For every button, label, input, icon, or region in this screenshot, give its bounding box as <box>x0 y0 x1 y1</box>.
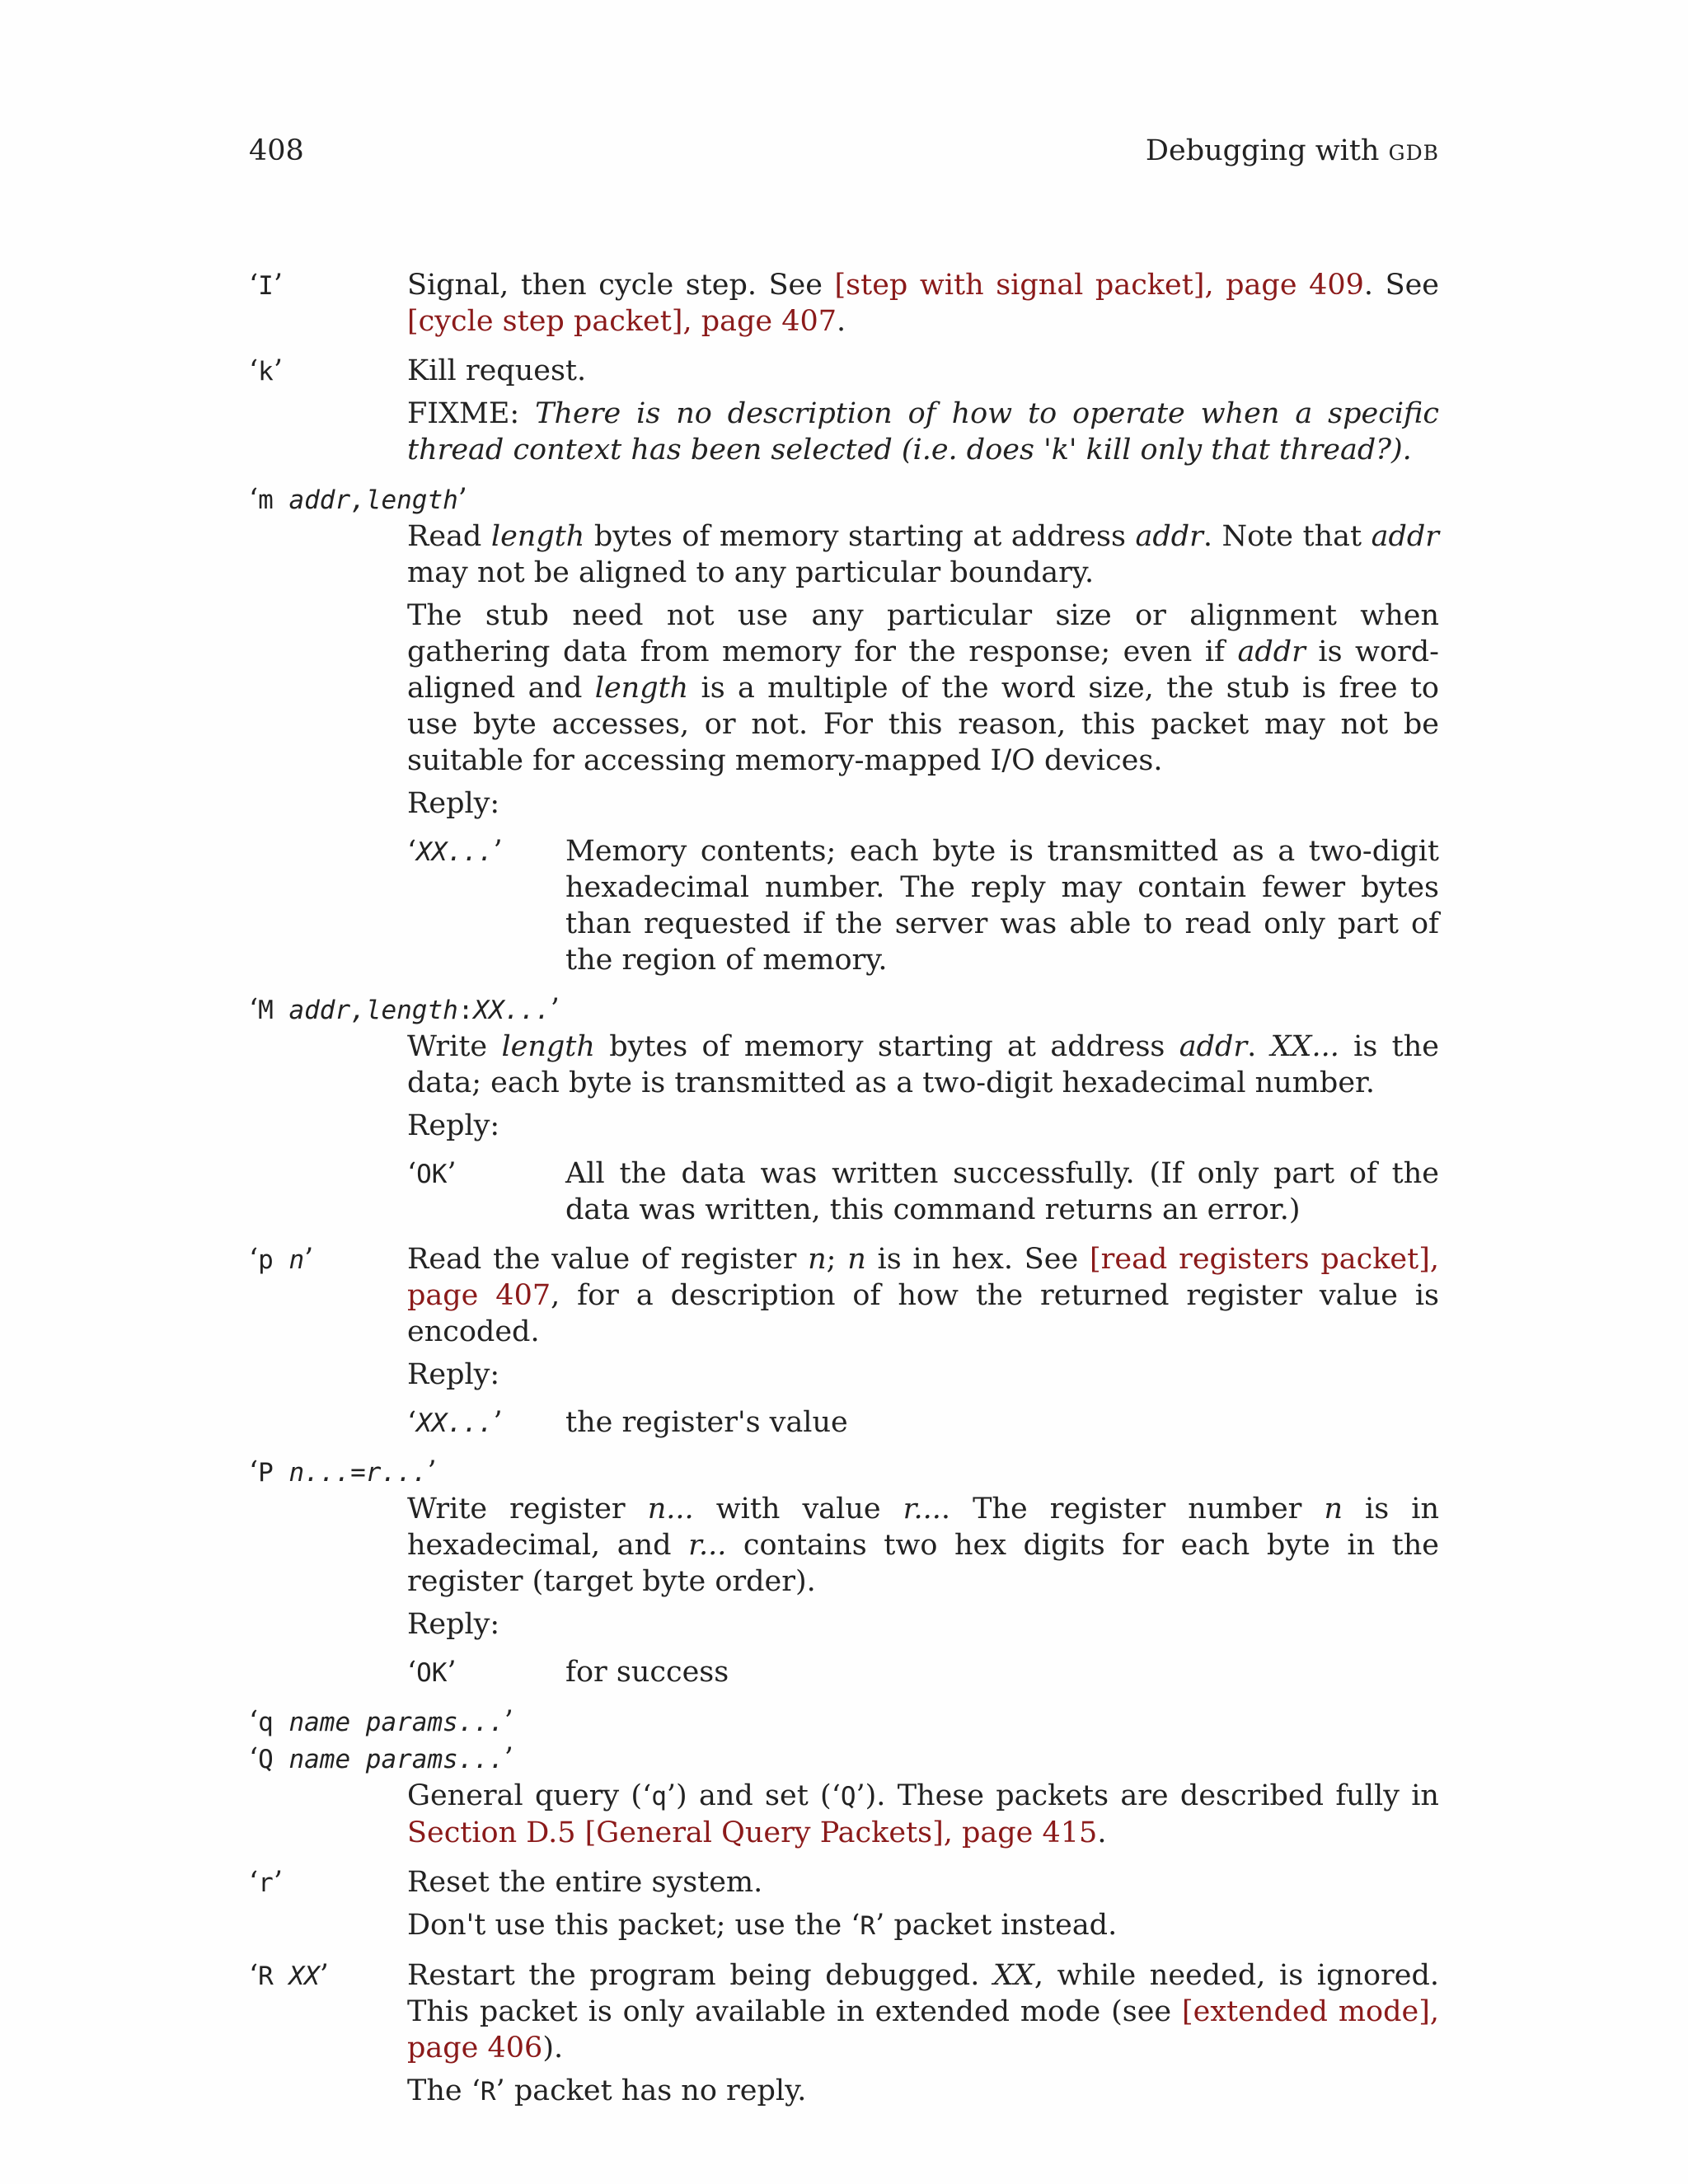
packet-entry-m <box>249 481 1439 978</box>
packet-description: General query (‘q’) and set (‘Q’). These packets are described fully in Section D.5 [General Query Packets], page 415. <box>407 1779 1439 1849</box>
packet-entry-r <box>249 1864 1439 1944</box>
packet-entry-k <box>249 353 1439 468</box>
reply-entry <box>407 1155 1439 1228</box>
packet-term: ‘p n’ <box>249 1243 314 1276</box>
reply-term: ‘OK’ <box>407 1656 457 1689</box>
reply-entry <box>407 833 1439 978</box>
packet-list <box>249 267 1439 2123</box>
packet-entry-q <box>249 1704 1439 1851</box>
packet-term: ‘Q name params...’ <box>249 1742 513 1775</box>
packet-description: Reset the entire system. Don't use this packet; use the ‘R’ packet instead. <box>407 1866 1118 1942</box>
reply-term: ‘XX...’ <box>407 1406 503 1439</box>
xref-link[interactable]: [step with signal packet], page 409 <box>834 269 1364 302</box>
packet-term: ‘I’ <box>249 269 283 302</box>
packet-description: Read the value of register n; n is in hex. See [read registers packet], page 407, for a description of how the returned register value is encoded. Reply: ‘XX...’ the register's value <box>407 1241 1439 1441</box>
reply-entry <box>407 1404 1439 1441</box>
xref-link[interactable]: [read registers packet], page 407 <box>407 1243 1439 1312</box>
packet-term: ‘m addr,length’ <box>249 483 467 516</box>
running-title <box>1146 130 1439 171</box>
packet-description: Kill request. FIXME: There is no description of how to operate when a specific thread context has been selected (i.e. does 'k' kill only that thread?). <box>407 354 1439 466</box>
reply-term: ‘XX...’ <box>407 835 503 868</box>
packet-term: ‘P n...=r...’ <box>249 1455 437 1488</box>
packet-entry-p <box>249 1241 1439 1441</box>
packet-term: ‘q name params...’ <box>249 1705 513 1738</box>
page-number: 408 <box>249 134 304 167</box>
reply-description: All the data was written successfully. (If only part of the data was written, this command returns an error.) <box>565 1157 1439 1226</box>
packet-entry-R <box>249 1957 1439 2110</box>
packet-description: Write register n... with value r.... The register number n is in hexadecimal, and r... contains two hex digits for each byte in the register (target byte order). Reply: ‘OK’ for success <box>407 1491 1439 1690</box>
packet-entry-P <box>249 1454 1439 1690</box>
packet-description: Write length bytes of memory starting at address addr. XX... is the data; each byte is transmitted as a two-digit hexadecimal number. Reply: ‘OK’ All the data was written successfully. (If only part of the data was written, this command returns an error.) <box>407 1030 1439 1226</box>
packet-term: ‘k’ <box>249 354 283 387</box>
xref-link[interactable]: [extended mode], page 406 <box>407 1995 1439 2064</box>
reply-description: Memory contents; each byte is transmitted as a two-digit hexadecimal number. The reply may contain fewer bytes than requested if the server was able to read only part of the region of memory. <box>565 835 1439 977</box>
page-header <box>249 130 1439 171</box>
packet-entry-M <box>249 991 1439 1228</box>
reply-entry <box>407 1654 1439 1690</box>
running-title-prefix: Debugging with <box>1145 134 1389 167</box>
packet-entry-I <box>249 267 1439 340</box>
xref-link[interactable]: Section D.5 [General Query Packets], page 415 <box>407 1816 1098 1849</box>
packet-term: ‘M addr,length:XX...’ <box>249 993 560 1026</box>
running-title-gdb: gdb <box>1388 134 1439 167</box>
reply-term: ‘OK’ <box>407 1157 457 1190</box>
reply-description: the register's value <box>565 1406 848 1439</box>
packet-term: ‘R XX’ <box>249 1959 329 1992</box>
reply-description: for success <box>565 1656 729 1689</box>
packet-term: ‘r’ <box>249 1866 283 1899</box>
xref-link[interactable]: [cycle step packet], page 407 <box>407 305 837 338</box>
packet-description: Read length bytes of memory starting at address addr. Note that addr may not be aligned to any particular boundary. The stub need not use any particular size or alignment when gathering data from memory for the response; even if addr is word-aligned and length is a multiple of the word size, the stub is free to use byte accesses, or not. For this reason, this packet may not be suitable for accessing memory-mapped I/O devices. Reply: ‘XX...’ Memory contents; each byte is transmitted as a two-digit hexadecimal number. The reply may contain fewer bytes than requested if the server was able to read only part of the region of memory. <box>407 520 1440 977</box>
packet-description: Restart the program being debugged. XX, while needed, is ignored. This packet is only available in extended mode (see [extended mode], page 406). The ‘R’ packet has no reply. <box>407 1959 1439 2107</box>
packet-description: Signal, then cycle step. See [step with signal packet], page 409. See [cycle step packet], page 407. <box>407 269 1439 338</box>
